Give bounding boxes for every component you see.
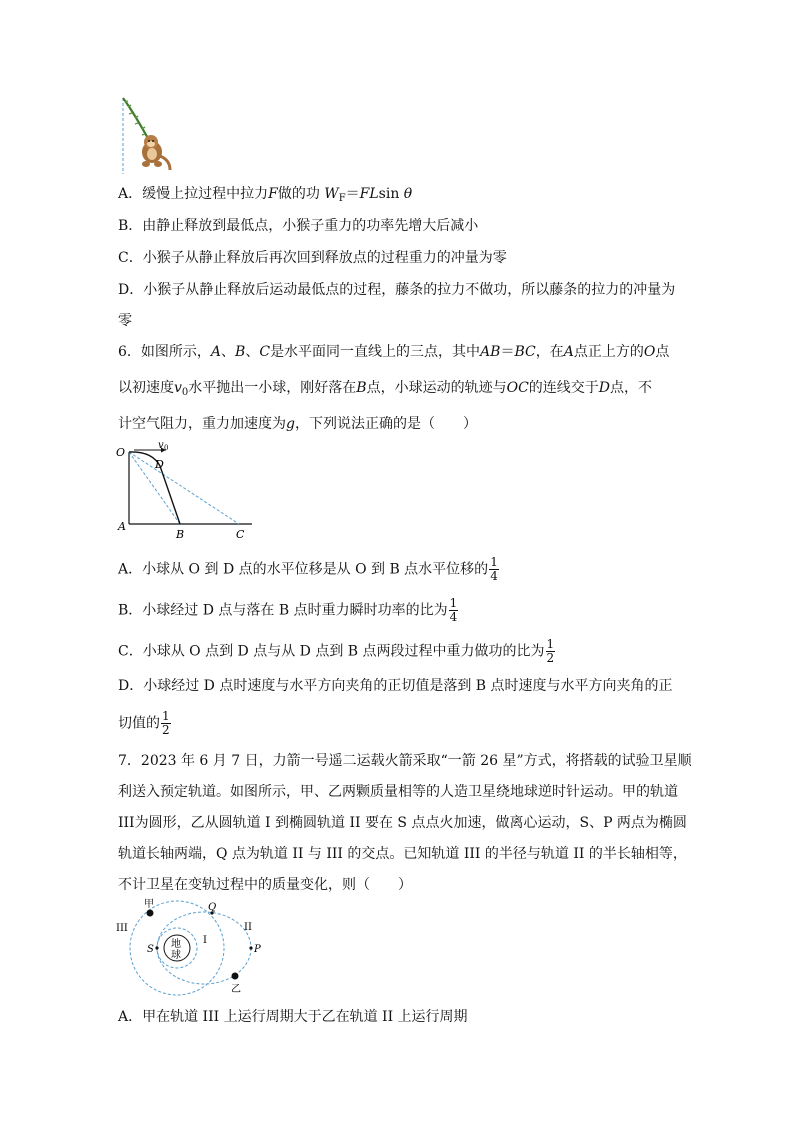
- label-q: Q: [208, 902, 217, 913]
- q6-stem-line1: 6．如图所示，A、B、C是水平面同一直线上的三点，其中AB＝BC，在A点正上方的O点: [118, 344, 670, 360]
- q5-a-eq: ＝: [345, 186, 360, 202]
- fraction: $\frac{1}{4}$: [490, 555, 498, 583]
- q5-a-symbol-w: W: [324, 186, 339, 202]
- label-ii: II: [244, 922, 252, 933]
- q6-option-d-line2: 切值的 $\frac{1}{2}$: [118, 709, 170, 737]
- projectile-figure: [112, 442, 262, 542]
- label-jia: 甲: [144, 899, 154, 910]
- q5-a-sin: sin: [378, 186, 400, 202]
- q7-option-a: A．甲在轨道 III 上运行周期大于乙在轨道 II 上运行周期: [118, 1009, 468, 1025]
- q5-a-symbol-f: F: [268, 186, 278, 202]
- q7-stem-line1: 7．2023 年 6 月 7 日，力箭一号遥二运载火箭采取“一箭 26 星”方式，将搭载的试验卫星顺: [118, 753, 692, 769]
- monkey-icon: [142, 135, 170, 170]
- label-v-sub: 0: [164, 444, 169, 452]
- fraction: $\frac{1}{2}$: [162, 709, 170, 737]
- label-i: I: [203, 935, 207, 946]
- earth-label-2: 球: [171, 950, 181, 961]
- label-v: v: [158, 442, 164, 451]
- q5-option-a: [118, 184, 412, 209]
- point-s: [155, 946, 158, 949]
- q7-stem-line4: 轨道长轴两端，Q 点为轨道 II 与 III 的交点。已知轨道 III 的半径与轨道 II 的半长轴相等，: [118, 846, 687, 862]
- q5-a-sub: F: [338, 193, 346, 204]
- q5-a-theta: θ: [403, 186, 413, 202]
- q5-a-mid: 做的功: [277, 186, 320, 202]
- q7-stem-line2: 利送入预定轨道。如图所示，甲、乙两颗质量相等的人造卫星绕地球逆时针运动。甲的轨道: [118, 784, 678, 800]
- label-b: B: [176, 528, 185, 541]
- q7-stem-line3: III为圆形，乙从圆轨道 I 到椭圆轨道 II 要在 S 点点火加速，做离心运动，S、P 两点为椭圆: [118, 815, 687, 831]
- q6-stem-line3: 计空气阻力，重力加速度为g，下列说法正确的是（ ）: [118, 416, 477, 432]
- q5-option-d-line1: D．小猴子从静止释放后运动最低点的过程，藤条的拉力不做功，所以藤条的拉力的冲量为: [118, 282, 676, 298]
- q5-option-d-line2: 零: [118, 313, 132, 329]
- q6-option-b: B．小球经过 D 点与落在 B 点时重力瞬时功率的比为 $\frac{1}{4}$: [118, 596, 458, 624]
- satellite-yi: [232, 973, 239, 980]
- label-yi: 乙: [231, 984, 241, 995]
- point-p: [249, 946, 252, 949]
- label-o: O: [116, 446, 126, 459]
- label-iii: III: [116, 923, 128, 934]
- q7-stem-line5: 不计卫星在变轨过程中的质量变化，则（ ）: [118, 877, 412, 893]
- fraction: $\frac{1}{2}$: [546, 637, 555, 665]
- orbit-figure: [112, 896, 272, 996]
- earth-label-1: 地: [171, 939, 181, 950]
- label-c: C: [236, 528, 245, 541]
- q5-option-b: B．由静止释放到最低点，小猴子重力的功率先增大后减小: [118, 218, 479, 234]
- fraction: $\frac{1}{4}$: [449, 596, 458, 624]
- q6-option-d-line1: D．小球经过 D 点时速度与水平方向夹角的正切值是落到 B 点时速度与水平方向夹角的正: [118, 678, 673, 694]
- q6-stem-line2: 以初速度$v_0$水平抛出一小球，刚好落在B点，小球运动的轨迹与OC的连线交于D点，不: [118, 380, 653, 398]
- q5-a-fl: FL: [359, 186, 379, 202]
- vine: [123, 98, 150, 142]
- q5-option-c: C．小猴子从静止释放后再次回到释放点的过程重力的冲量为零: [118, 250, 507, 266]
- label-p: P: [254, 944, 261, 955]
- label-a: A: [118, 520, 126, 533]
- q6-option-a: A．小球从 O 到 D 点的水平位移是从 O 到 B 点水平位移的 $\frac{1}{4}$: [118, 555, 498, 583]
- q5-a-text: A．缓慢上拉过程中拉力: [118, 186, 269, 202]
- satellite-jia: [147, 910, 154, 917]
- label-d: D: [155, 458, 164, 471]
- dashed-line-oc: [129, 452, 239, 524]
- monkey-vine-figure: [118, 96, 188, 178]
- label-s: S: [147, 944, 154, 955]
- q6-option-c: C．小球从 O 点到 D 点与从 D 点到 B 点两段过程中重力做功的比为 $\frac{1}{2}$: [118, 637, 555, 665]
